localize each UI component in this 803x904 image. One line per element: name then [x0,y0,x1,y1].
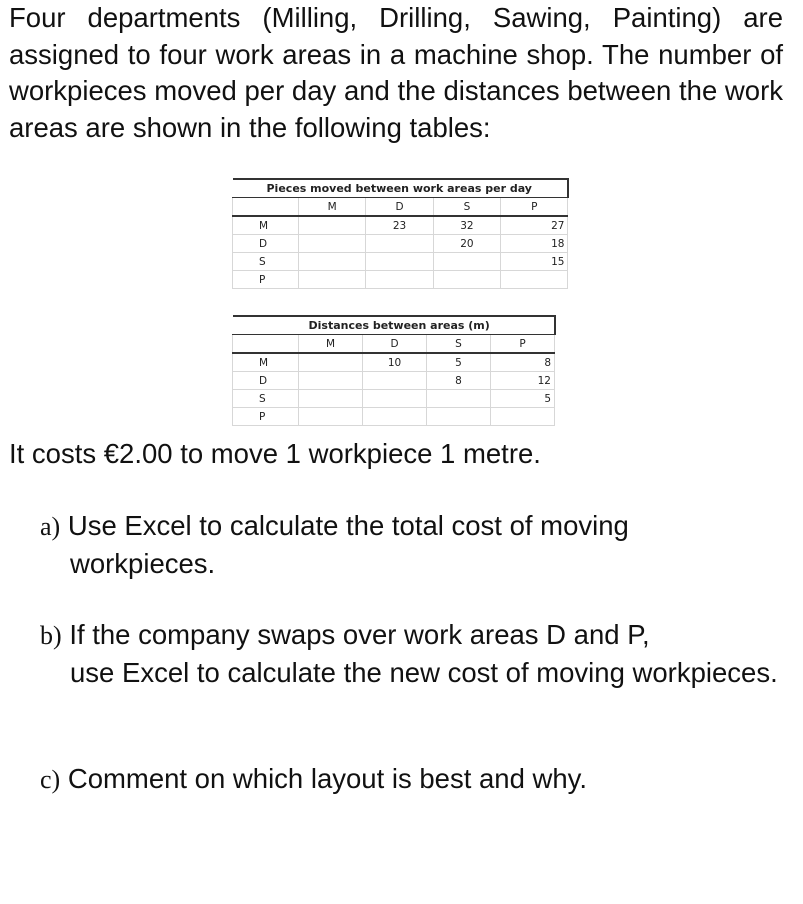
column-header: S [427,335,491,354]
distances-table [232,315,556,426]
question-c [40,761,783,799]
table-cell [299,235,366,253]
table-cell: 27 [501,216,568,235]
table-cell [299,408,363,426]
table-cell [299,390,363,408]
table-cell [299,353,363,372]
question-text-continued: use Excel to calculate the new cost of moving workpieces. [70,656,778,688]
table-row [233,390,555,408]
row-label: D [233,372,299,390]
table-row [233,408,555,426]
table-cell: 15 [501,253,568,271]
question-label: a) [40,512,61,541]
question-b [40,617,783,691]
question-text: Comment on which layout is best and why. [67,763,588,794]
table-cell [427,408,491,426]
question-text: Use Excel to calculate the total cost of moving [67,510,629,541]
table-cell [433,271,500,289]
row-label: P [233,271,299,289]
table-cell [433,253,500,271]
table-cell [366,271,433,289]
column-header: M [299,198,366,217]
cost-statement: It costs €2.00 to move 1 workpiece 1 metre. [9,438,541,469]
intro-paragraph: Four departments (Milling, Drilling, Sawing, Painting) are assigned to four work areas in a machine shop. The number of workpieces moved per day and the distances between the work areas are shown in the following tables: [9,2,783,143]
table-cell: 32 [433,216,500,235]
table-cell: 8 [491,353,555,372]
table-cell: 18 [501,235,568,253]
table-cell [427,390,491,408]
row-label: D [233,235,299,253]
table-row [233,271,568,289]
row-label: S [233,390,299,408]
column-header: D [366,198,433,217]
table-cell [501,271,568,289]
table-cell [363,408,427,426]
column-header: S [433,198,500,217]
table-cell [366,235,433,253]
column-header: D [363,335,427,354]
column-header: P [491,335,555,354]
table-cell [299,271,366,289]
question-label: c) [40,765,61,794]
table-cell [299,253,366,271]
table-cell: 12 [491,372,555,390]
question-a [40,508,783,582]
question-text-continued: workpieces. [70,547,216,579]
table-cell [363,390,427,408]
row-label: S [233,253,299,271]
column-header: P [501,198,568,217]
question-text: If the company swaps over work areas D and P, [69,619,650,650]
row-label: M [233,216,299,235]
row-label: M [233,353,299,372]
table-cell: 10 [363,353,427,372]
table-cell: 5 [427,353,491,372]
pieces-moved-table [232,178,569,289]
table-cell [299,372,363,390]
table-cell: 5 [491,390,555,408]
table-cell: 23 [366,216,433,235]
question-label: b) [40,621,62,650]
table-cell [366,253,433,271]
column-header: M [299,335,363,354]
table-row [233,353,555,372]
table-row [233,253,568,271]
table-cell: 20 [433,235,500,253]
table-row [233,235,568,253]
table-cell [491,408,555,426]
row-label: P [233,408,299,426]
table-cell [363,372,427,390]
table-title: Pieces moved between work areas per day [267,179,536,198]
table-cell [299,216,366,235]
table-title: Distances between areas (m) [299,316,555,335]
table-row [233,372,555,390]
table-row [233,216,568,235]
table-cell: 8 [427,372,491,390]
